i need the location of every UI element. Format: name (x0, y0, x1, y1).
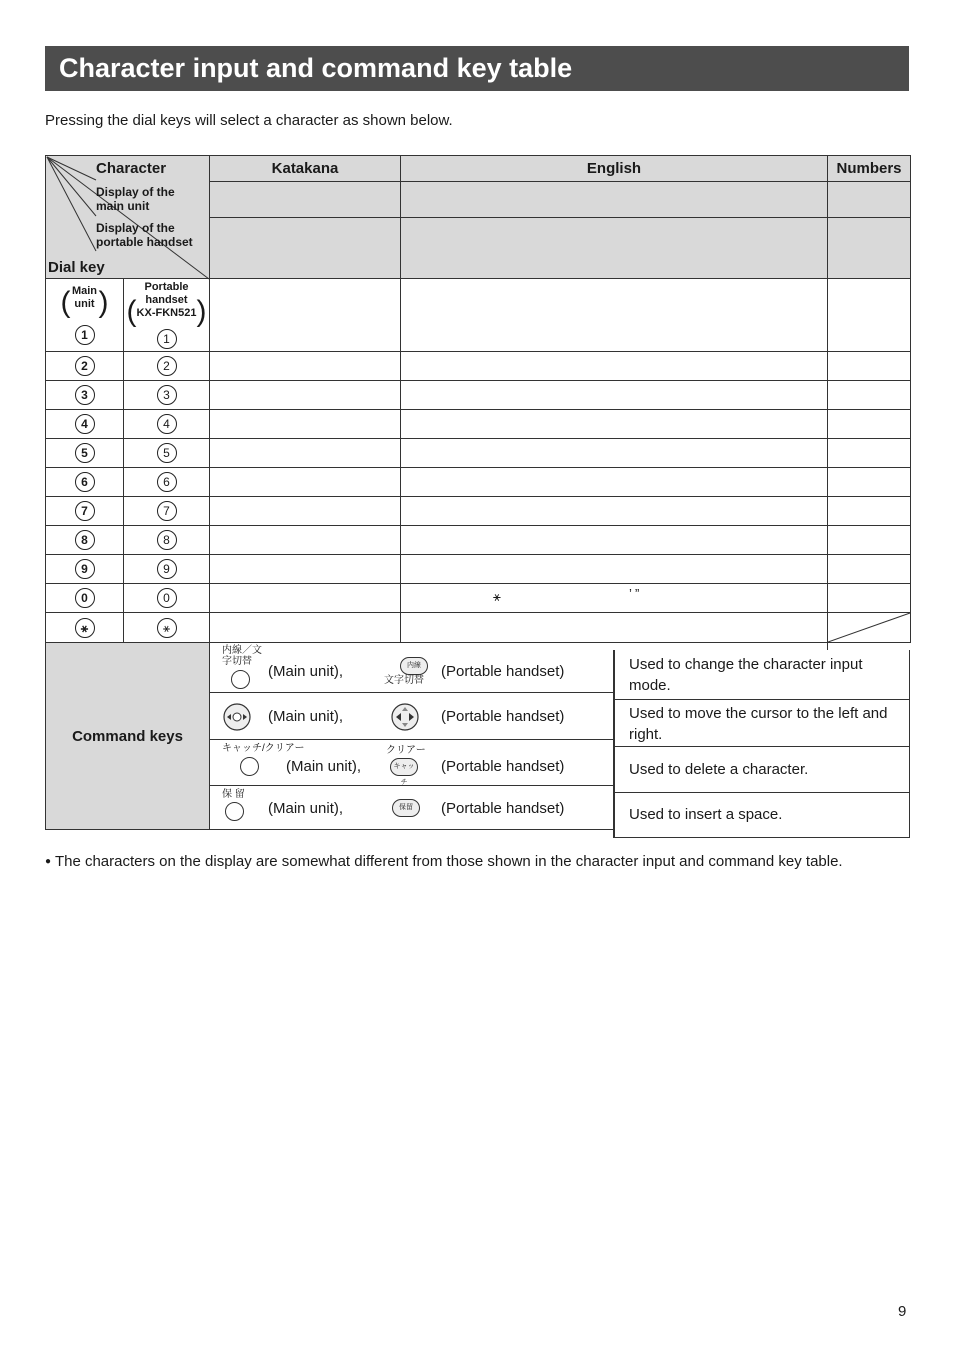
handset-hold-key-icon: 保留 (392, 799, 420, 817)
header-katakana: Katakana (210, 156, 401, 182)
dial-key-6-handset: 6 (157, 472, 177, 492)
dial-key-7-main: 7 (75, 501, 95, 521)
description-space: Used to insert a space. (614, 793, 909, 837)
diagonal-slash (828, 613, 911, 643)
english-cell (401, 410, 828, 439)
katakana-main-display (210, 182, 401, 218)
dial-key-9-handset: 9 (157, 559, 177, 579)
dial-key-star-handset: ⚹ (157, 618, 177, 638)
handset-label: (Portable handset) (441, 663, 565, 680)
katakana-cell (210, 352, 401, 381)
katakana-cell (210, 584, 401, 613)
dial-key-5-handset: 5 (157, 443, 177, 463)
dial-key-4-main: 4 (75, 414, 95, 434)
dial-key-0-handset: 0 (157, 588, 177, 608)
dial-key-1-main: 1 (75, 325, 95, 345)
main-mode-key-caption: 内線／文字切替 (222, 645, 262, 667)
numbers-handset-display (828, 218, 911, 279)
handset-cursor-key-icon (391, 703, 419, 735)
dial-key-4-handset: 4 (157, 414, 177, 434)
english-cell (401, 279, 828, 352)
numbers-cell (828, 439, 911, 468)
numbers-cell (828, 410, 911, 439)
numbers-cell (828, 381, 911, 410)
description-cursor: Used to move the cursor to the left and right. (614, 700, 909, 747)
katakana-cell (210, 381, 401, 410)
title-bar (45, 46, 909, 91)
katakana-cell (210, 410, 401, 439)
numbers-main-display (828, 182, 911, 218)
main-unit-label: (Main unit), (268, 663, 344, 680)
dial-key-3-main: 3 (75, 385, 95, 405)
katakana-cell (210, 279, 401, 352)
page-number: 9 (898, 1303, 907, 1320)
main-hold-key-icon (225, 802, 244, 821)
numbers-cell (828, 584, 911, 613)
numbers-cell (828, 352, 911, 381)
dial-key-8-handset: 8 (157, 530, 177, 550)
main-mode-key-icon (231, 670, 250, 689)
katakana-cell (210, 468, 401, 497)
main-unit-label: (Main unit ) (60, 285, 109, 320)
handset-mode-key-icon: 内線 (400, 657, 428, 675)
main-clear-key-icon (240, 757, 259, 776)
main-unit-label: (Main unit), (286, 758, 362, 775)
english-cell (401, 613, 828, 643)
katakana-cell (210, 439, 401, 468)
corner-character-label: Character (96, 160, 167, 177)
numbers-cell (828, 279, 911, 352)
main-clear-key-caption: キャッチ/クリアー (222, 743, 305, 754)
description-mode: Used to change the character input mode. (614, 650, 909, 700)
main-unit-label: (Main unit), (268, 708, 344, 725)
command-keys-label: Command keys (46, 643, 210, 830)
handset-key-cell (124, 279, 210, 352)
dial-key-9-main: 9 (75, 559, 95, 579)
description-delete: Used to delete a character. (614, 747, 909, 793)
handset-unit-label: (Portable handset KX-FKN521) (126, 280, 207, 329)
main-hold-key-caption: 保 留 (222, 789, 245, 800)
dial-key-2-handset: 2 (157, 356, 177, 376)
handset-clear-key-caption: クリアー (386, 745, 426, 756)
numbers-cell (828, 555, 911, 584)
dial-key-6-main: 6 (75, 472, 95, 492)
main-unit-label: (Main unit), (268, 800, 344, 817)
command-description-column (613, 650, 910, 838)
english-cell (401, 381, 828, 410)
english-cell (401, 439, 828, 468)
corner-dial-key-label: Dial key (48, 259, 105, 276)
main-cursor-key-icon (223, 703, 251, 735)
page-title: Character input and command key table (59, 53, 573, 83)
dial-key-star-main: ⚹ (75, 618, 95, 638)
english-quote-glyphs: ’ ” (629, 586, 640, 601)
bullet-icon: ● (45, 856, 52, 867)
handset-label: (Portable handset) (441, 708, 565, 725)
handset-clear-key-icon: キャッチ (390, 758, 418, 776)
header-numbers: Numbers (828, 156, 911, 182)
numbers-cell (828, 526, 911, 555)
footnote-text: The characters on the display are somewhat different from those shown in the character input and command key table. (54, 853, 843, 870)
katakana-handset-display (210, 218, 401, 279)
english-handset-display (401, 218, 828, 279)
handset-mode-key-caption: 文字切替 (384, 675, 424, 686)
dial-key-7-handset: 7 (157, 501, 177, 521)
numbers-cell (828, 468, 911, 497)
katakana-cell (210, 497, 401, 526)
corner-display-handset-label: Display of the portable handset (96, 221, 193, 249)
english-main-display (401, 182, 828, 218)
katakana-cell (210, 526, 401, 555)
handset-label: (Portable handset) (441, 758, 565, 775)
english-cell (401, 497, 828, 526)
dial-key-2-main: 2 (75, 356, 95, 376)
footnote (45, 853, 843, 870)
numbers-cell-crossed (828, 613, 911, 643)
main-unit-key-cell (46, 279, 124, 352)
dial-key-8-main: 8 (75, 530, 95, 550)
english-cell (401, 526, 828, 555)
header-english: English (401, 156, 828, 182)
english-cell (401, 352, 828, 381)
dial-key-5-main: 5 (75, 443, 95, 463)
english-cell (401, 584, 828, 613)
english-cell (401, 468, 828, 497)
katakana-cell (210, 555, 401, 584)
dial-key-1-handset: 1 (157, 329, 177, 349)
english-cell (401, 555, 828, 584)
katakana-cell (210, 613, 401, 643)
table-corner-cell (46, 156, 210, 279)
numbers-cell (828, 497, 911, 526)
dial-key-0-main: 0 (75, 588, 95, 608)
corner-display-main-label: Display of the main unit (96, 185, 175, 213)
intro-text: Pressing the dial keys will select a character as shown below. (45, 112, 453, 129)
dial-key-3-handset: 3 (157, 385, 177, 405)
handset-label: (Portable handset) (441, 800, 565, 817)
english-asterisk-glyph: ⚹ (493, 589, 501, 604)
